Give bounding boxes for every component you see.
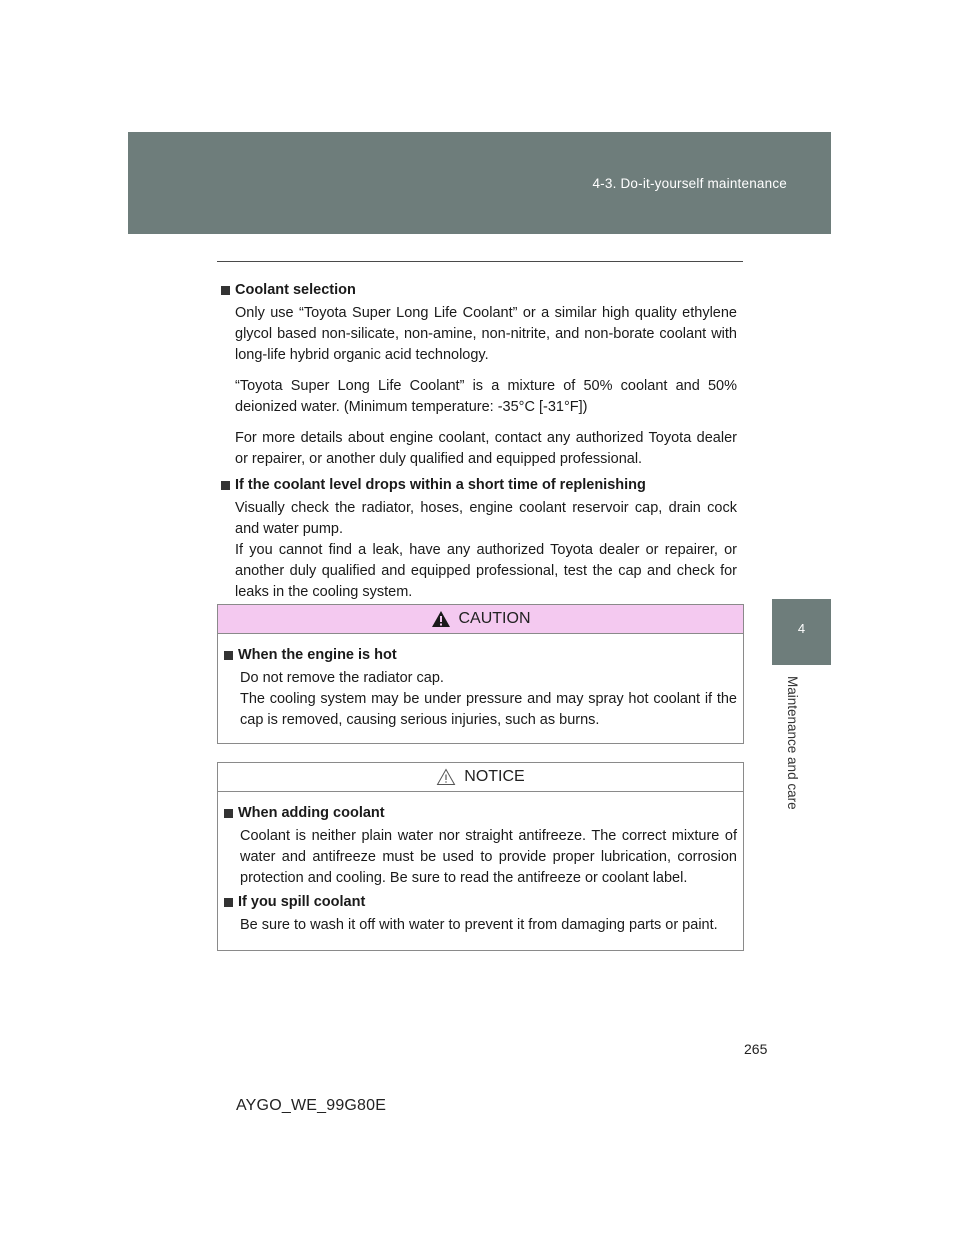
coolant-selection-heading [221, 281, 737, 299]
caution-body [218, 634, 743, 743]
header-band [128, 132, 831, 234]
coolant-drops-p1b: If you cannot find a leak, have any authorized Toyota dealer or repairer, or another duly qualified and equipped professional, test the cap and check for leaks in the cooling system. [235, 542, 737, 600]
notice-heading-1 [224, 804, 737, 822]
notice-box [217, 762, 744, 951]
heading-text: If the coolant level drops within a short time of replenishing [235, 477, 646, 493]
caution-header [218, 605, 743, 634]
caution-p1a: Do not remove the radiator cap. [240, 670, 444, 686]
heading-text: When adding coolant [238, 805, 385, 821]
notice-text-2: Be sure to wash it off with water to prevent it from damaging parts or paint. [240, 917, 718, 933]
heading-text: When the engine is hot [238, 647, 397, 663]
warning-outline-icon [436, 768, 456, 786]
document-code: AYGO_WE_99G80E [236, 1097, 387, 1114]
square-bullet-icon [221, 286, 230, 295]
section-title: 4-3. Do-it-yourself maintenance [592, 176, 787, 191]
header-rule [217, 261, 743, 262]
notice-body [218, 792, 743, 948]
heading-text: If you spill coolant [238, 894, 366, 910]
page-number: 265 [744, 1041, 768, 1057]
coolant-selection-p3: For more details about engine coolant, contact any authorized Toyota dealer or repairer, or another duly qualified and equipped professional. [235, 430, 737, 467]
square-bullet-icon [224, 809, 233, 818]
caution-box [217, 604, 744, 744]
chapter-number: 4 [797, 621, 806, 636]
square-bullet-icon [224, 651, 233, 660]
notice-heading-2 [224, 893, 737, 911]
coolant-selection-p1: Only use “Toyota Super Long Life Coolant” or a similar high quality ethylene glycol based non-silicate, non-amine, non-nitrite, and non-borate coolant with long-life hybrid organic acid technology. [235, 305, 737, 363]
square-bullet-icon [221, 481, 230, 490]
notice-text-1: Coolant is neither plain water nor straight antifreeze. The correct mixture of water and antifreeze must be used to provide proper lubrication, corrosion protection and cooling. Be sure to read the antifreeze or coolant label. [240, 828, 737, 886]
notice-label: NOTICE [464, 768, 525, 785]
warning-filled-icon [431, 610, 451, 628]
coolant-drops-heading [221, 476, 737, 494]
caution-heading [224, 646, 737, 664]
chapter-label: Maintenance and care [785, 676, 800, 810]
notice-header [218, 763, 743, 792]
coolant-drops-p1a: Visually check the radiator, hoses, engine coolant reservoir cap, drain cock and water pump. [235, 500, 737, 537]
coolant-selection-p2: “Toyota Super Long Life Coolant” is a mixture of 50% coolant and 50% deionized water. (Minimum temperature: -35°C [-31°F]) [235, 378, 737, 415]
heading-text: Coolant selection [235, 282, 356, 298]
caution-label: CAUTION [458, 610, 531, 627]
caution-p1b: The cooling system may be under pressure and may spray hot coolant if the cap is removed, causing serious injuries, such as burns. [240, 691, 737, 728]
chapter-tab [772, 599, 831, 665]
main-content [221, 281, 737, 603]
square-bullet-icon [224, 898, 233, 907]
